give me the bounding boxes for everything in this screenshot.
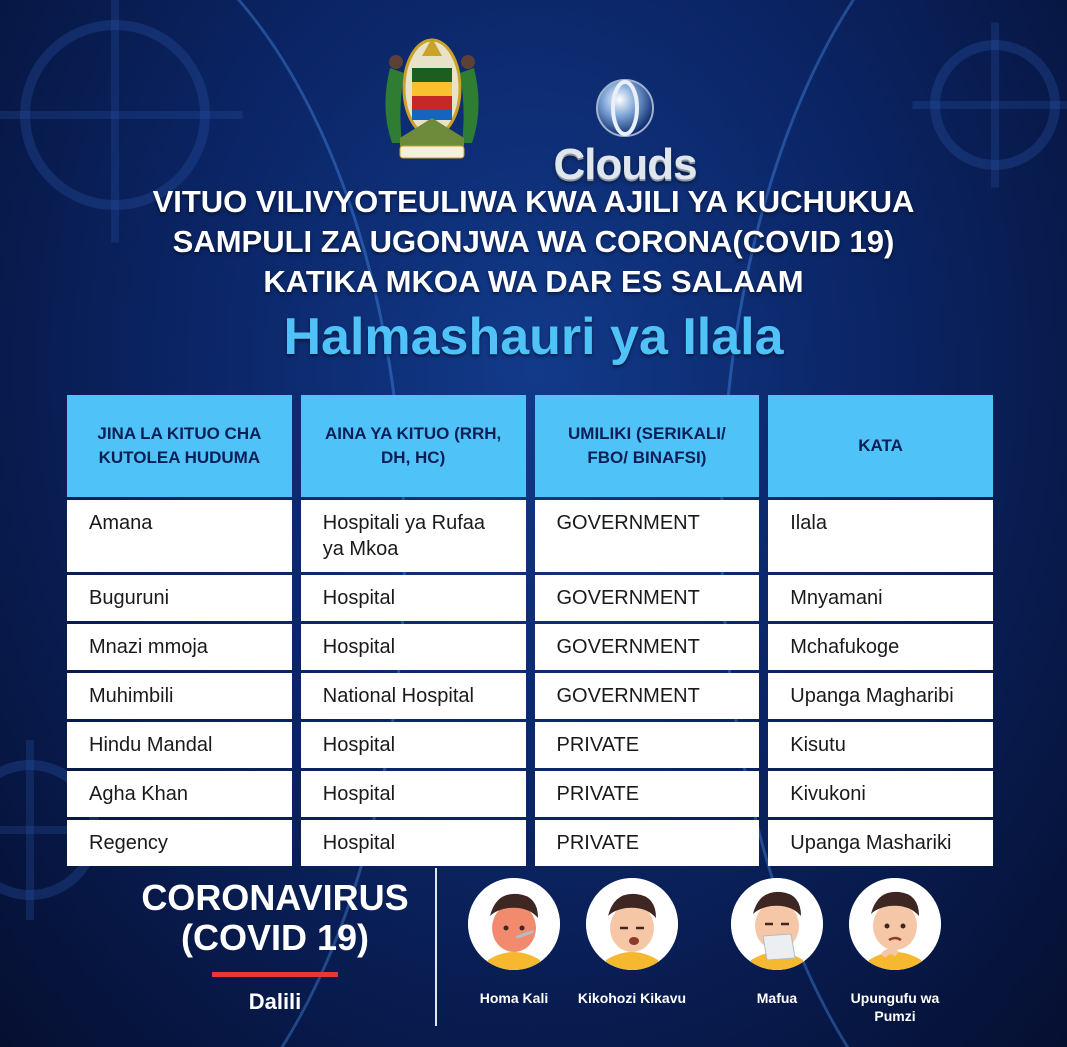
facility-name: Amana — [67, 500, 292, 572]
fever-face-icon — [468, 878, 560, 970]
table-row — [67, 771, 993, 817]
facility-ownership: PRIVATE — [535, 820, 760, 866]
facility-ward: Upanga Mashariki — [768, 820, 993, 866]
table-row — [67, 673, 993, 719]
testing-centers-table — [58, 392, 1002, 869]
facility-type: Hospital — [301, 575, 526, 621]
facility-type: National Hospital — [301, 673, 526, 719]
clouds-logo-text: Clouds — [553, 140, 697, 189]
facility-name: Agha Khan — [67, 771, 292, 817]
covid-title: (COVID 19) — [180, 917, 370, 958]
facility-name: Muhimbili — [67, 673, 292, 719]
table-header-row — [67, 395, 993, 497]
facility-type: Hospital — [301, 771, 526, 817]
column-header: KATA — [768, 395, 993, 497]
column-header: UMILIKI (SERIKALI/ FBO/ BINAFSI) — [535, 395, 760, 497]
column-header: AINA YA KITUO (RRH, DH, HC) — [301, 395, 526, 497]
facility-ward: Mnyamani — [768, 575, 993, 621]
facility-type: Hospitali ya Rufaa ya Mkoa — [301, 500, 526, 572]
facility-ward: Kivukoni — [768, 771, 993, 817]
facility-name: Hindu Mandal — [67, 722, 292, 768]
headline-line: SAMPULI ZA UGONJWA WA CORONA(COVID 19) — [172, 224, 895, 259]
breathless-face-icon — [849, 878, 941, 970]
headline-line: KATIKA MKOA WA DAR ES SALAAM — [263, 264, 804, 299]
column-header: JINA LA KITUO CHA KUTOLEA HUDUMA — [67, 395, 292, 497]
table-row — [67, 500, 993, 572]
headline-line: VITUO VILIVYOTEULIWA KWA AJILI YA KUCHUKUA — [152, 184, 915, 219]
sneeze-face-icon — [731, 878, 823, 970]
facility-type: Hospital — [301, 624, 526, 670]
symptom-item — [454, 878, 574, 1007]
symptom-label: Mafua — [756, 990, 798, 1006]
facility-name: Buguruni — [67, 575, 292, 621]
table-row — [67, 624, 993, 670]
symptom-label: Homa Kali — [479, 990, 549, 1006]
table-row — [67, 820, 993, 866]
table-row — [67, 722, 993, 768]
symptom-label: Kikohozi Kikavu — [577, 990, 687, 1006]
facility-ownership: PRIVATE — [535, 722, 760, 768]
symptom-item — [835, 878, 955, 1025]
coronavirus-title: CORONAVIRUS — [141, 877, 409, 918]
facility-ownership: GOVERNMENT — [535, 624, 760, 670]
district-title: Halmashauri ya Ilala — [283, 308, 784, 366]
accent-underline — [212, 972, 338, 977]
facility-ward: Upanga Magharibi — [768, 673, 993, 719]
headline — [0, 182, 1067, 302]
symptoms-subtitle: Dalili — [248, 989, 302, 1014]
covid-symptoms-title — [120, 878, 430, 1015]
coat-of-arms-icon — [370, 28, 495, 163]
facility-ownership: GOVERNMENT — [535, 500, 760, 572]
facility-ward: Mchafukoge — [768, 624, 993, 670]
symptom-label: Upungufu wa Pumzi — [850, 990, 940, 1024]
virus-decoration — [930, 40, 1060, 170]
facility-ownership: GOVERNMENT — [535, 673, 760, 719]
cough-face-icon — [586, 878, 678, 970]
table-row — [67, 575, 993, 621]
facility-name: Mnazi mmoja — [67, 624, 292, 670]
symptom-item — [717, 878, 837, 1007]
facility-ward: Ilala — [768, 500, 993, 572]
facility-ward: Kisutu — [768, 722, 993, 768]
facility-ownership: PRIVATE — [535, 771, 760, 817]
facility-type: Hospital — [301, 820, 526, 866]
logo-bar — [370, 28, 730, 189]
facility-name: Regency — [67, 820, 292, 866]
footer-divider — [435, 868, 437, 1026]
symptom-item — [572, 878, 692, 1007]
facility-ownership: GOVERNMENT — [535, 575, 760, 621]
facility-type: Hospital — [301, 722, 526, 768]
